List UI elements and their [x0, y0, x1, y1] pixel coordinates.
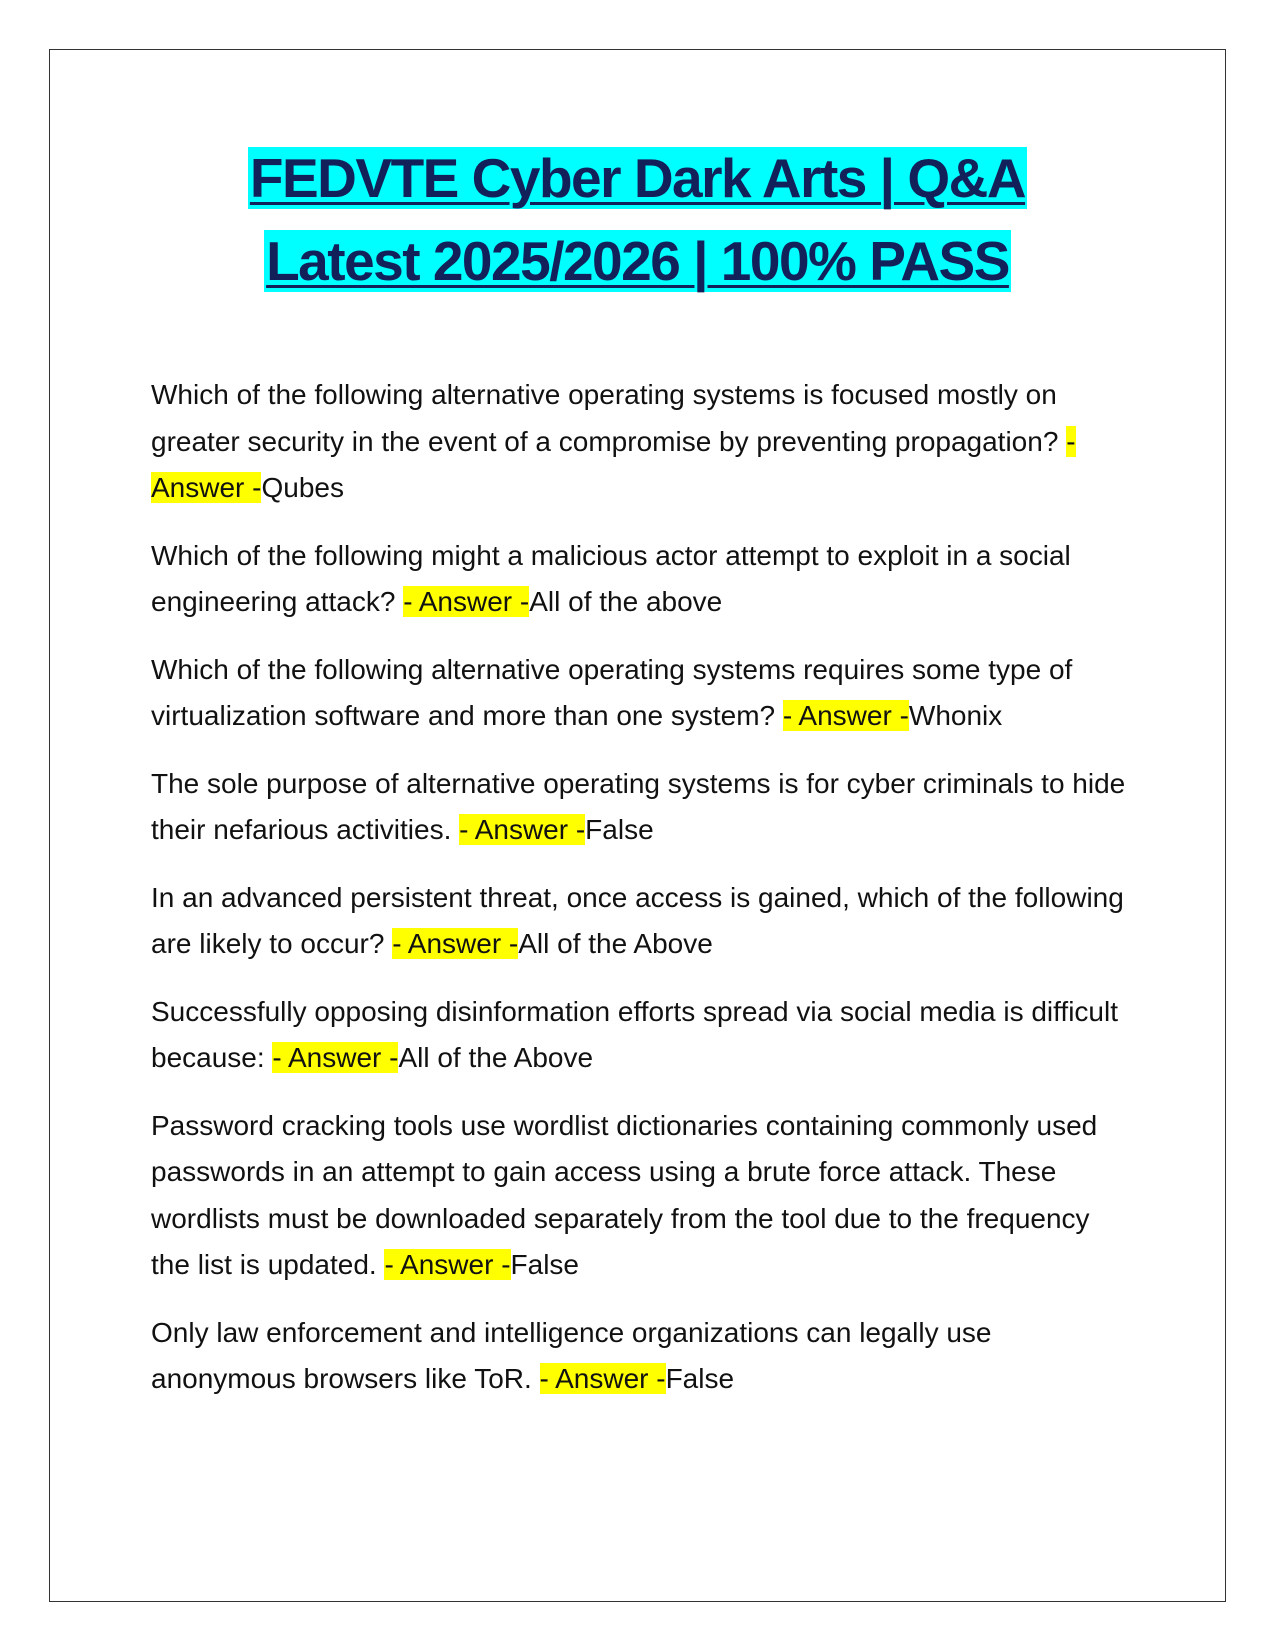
qa-item [151, 989, 1131, 1082]
answer-text: False [510, 1249, 579, 1280]
answer-marker: - Answer - [539, 1363, 666, 1394]
qa-item [151, 1310, 1131, 1403]
title-line-2: Latest 2025/2026 | 100% PASS [266, 230, 1009, 292]
answer-marker: - Answer - [403, 586, 530, 617]
qa-item [151, 1103, 1131, 1289]
question-text: The sole purpose of alternative operating systems is for cyber criminals to hide their nefarious activities. [151, 767, 1126, 845]
question-text: Password cracking tools use wordlist dictionaries containing commonly used passwords in an attempt to gain access using a brute force attack. These wordlists must be downloaded separately from the tool due to the frequency the list is updated. [151, 1109, 1098, 1280]
qa-item [151, 875, 1131, 968]
answer-text: All of the above [529, 586, 723, 617]
qa-item [151, 647, 1131, 740]
answer-text: All of the Above [518, 928, 713, 959]
qa-item [151, 533, 1131, 626]
answer-marker: - Answer - [151, 425, 1076, 503]
question-text: Which of the following alternative operating systems requires some type of virtualization software and more than one system? [151, 653, 1073, 731]
question-text: Which of the following alternative operating systems is focused mostly on greater security in the event of a compromise by preventing propagation? [151, 379, 1067, 457]
title-line-1: FEDVTE Cyber Dark Arts | Q&A [249, 147, 1026, 209]
qa-list [151, 372, 1131, 1424]
answer-marker: - Answer - [384, 1249, 511, 1280]
question-text: Successfully opposing disinformation efforts spread via social media is difficult because: [151, 995, 1118, 1073]
question-text: Only law enforcement and intelligence organizations can legally use anonymous browsers like ToR. [151, 1316, 992, 1394]
answer-marker: - Answer - [459, 814, 586, 845]
qa-item [151, 761, 1131, 854]
answer-text: All of the Above [398, 1042, 594, 1073]
answer-text: Whonix [908, 700, 1003, 731]
answer-text: False [585, 814, 654, 845]
answer-marker: - Answer - [392, 928, 519, 959]
answer-text: Qubes [261, 472, 344, 503]
answer-marker: - Answer - [782, 700, 909, 731]
question-text: In an advanced persistent threat, once access is gained, which of the following are likely to occur? [151, 881, 1124, 959]
answer-text: False [665, 1363, 735, 1394]
document-title [0, 147, 1275, 313]
answer-marker: - Answer - [272, 1042, 399, 1073]
qa-item [151, 372, 1131, 512]
question-text: Which of the following might a malicious actor attempt to exploit in a social engineering attack? [151, 539, 1071, 617]
